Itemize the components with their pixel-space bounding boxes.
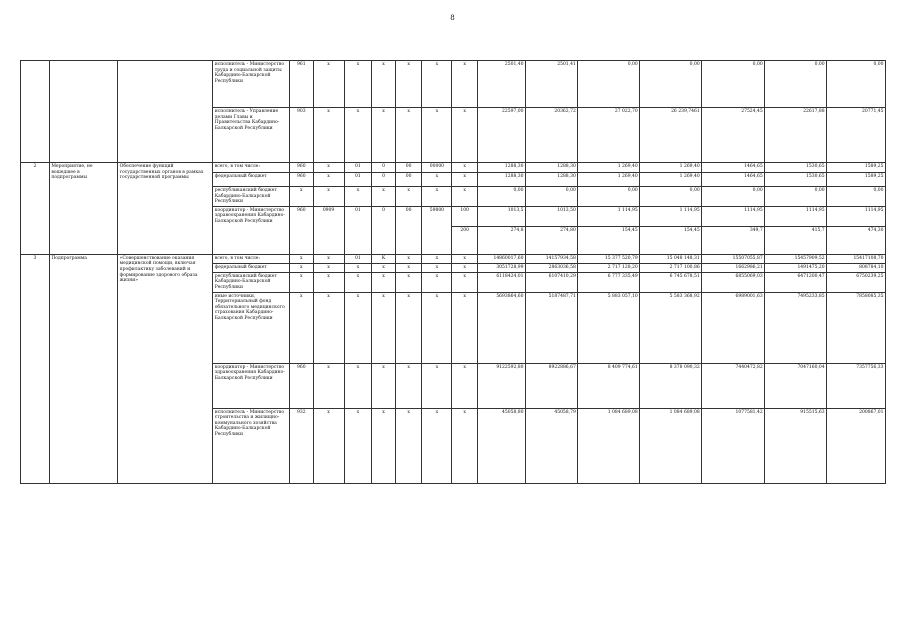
code-cell: 961 — [290, 61, 313, 108]
code-cell: x — [452, 292, 478, 363]
amount-cell: 1 084 689,08 — [578, 408, 640, 483]
code-cell: x — [422, 272, 452, 292]
code-cell: x — [372, 363, 395, 408]
code-cell: x — [422, 187, 452, 207]
amount-cell: 6750239,25 — [827, 272, 886, 292]
code-cell: 00 — [395, 206, 422, 254]
amount-cell: 1 114,95 — [578, 206, 640, 226]
amount-cell: 8 409 774,61 — [578, 363, 640, 408]
amount-cell: 0,00 — [477, 187, 525, 207]
code-cell: x — [452, 272, 478, 292]
source-cell: федеральный бюджет — [213, 263, 290, 272]
amount-cell: 22597,00 — [477, 108, 525, 163]
amount-cell: 0,00 — [526, 187, 578, 207]
amount-cell: 6855069,03 — [702, 272, 765, 292]
amount-cell: 1013,50 — [526, 206, 578, 226]
source-cell: республиканский бюджет Кабардино-Балкарской Республики — [213, 272, 290, 292]
code-cell: x — [290, 272, 313, 292]
code-cell: x — [395, 61, 422, 108]
amount-cell: 6989001,63 — [702, 292, 765, 363]
source-cell: всего, в том числе: — [213, 163, 290, 173]
amount-cell: 14860017,60 — [477, 254, 525, 263]
code-cell: x — [452, 263, 478, 272]
amount-cell: 1 269,40 — [640, 173, 702, 187]
code-cell: x — [313, 187, 344, 207]
amount-cell: 8922886,67 — [526, 363, 578, 408]
code-cell: К — [372, 254, 395, 263]
source-cell: исполнитель - Министерство строительства и жилищно-коммунального хозяйства Кабардино-Балкарской Республики — [213, 408, 290, 483]
code-cell: 903 — [290, 108, 313, 163]
source-cell: иные источники, Территориальный фонд обязательного медицинского страхования Кабардино-Балкарской Республики — [213, 292, 290, 363]
amount-cell: 6471200,47 — [765, 272, 827, 292]
amount-cell: 9122592,80 — [477, 363, 525, 408]
amount-cell: 0,00 — [827, 61, 886, 108]
code-cell: 932 — [290, 408, 313, 483]
amount-cell: 2501,41 — [526, 61, 578, 108]
code-cell: 01 — [344, 206, 372, 254]
amount-cell: 1288,30 — [526, 163, 578, 173]
amount-cell: 3051728,99 — [477, 263, 525, 272]
amount-cell: 1288,30 — [477, 163, 525, 173]
code-cell: x — [313, 173, 344, 187]
amount-cell: 22617,88 — [765, 108, 827, 163]
code-cell: x — [344, 272, 372, 292]
amount-cell: 1114,95 — [702, 206, 765, 226]
code-cell: 0909 — [313, 206, 344, 254]
amount-cell: 1530,65 — [765, 173, 827, 187]
amount-cell: 0,00 — [765, 187, 827, 207]
code-cell: x — [372, 108, 395, 163]
code-cell: 0 — [372, 163, 395, 173]
amount-cell: 2863036,58 — [526, 263, 578, 272]
code-cell: 01 — [344, 173, 372, 187]
amount-cell: 1 269,40 — [578, 163, 640, 173]
code-cell: x — [313, 254, 344, 263]
code-cell: x — [290, 263, 313, 272]
amount-cell: 15417108,70 — [827, 254, 886, 263]
amount-cell: 45058,79 — [526, 408, 578, 483]
code-cell: x — [344, 263, 372, 272]
code-cell: x — [344, 363, 372, 408]
amount-cell: 15507055,87 — [702, 254, 765, 263]
amount-cell: 1530,65 — [765, 163, 827, 173]
amount-cell: 8 378 090,32 — [640, 363, 702, 408]
amount-cell: 7047160,04 — [765, 363, 827, 408]
code-cell: x — [372, 61, 395, 108]
code-cell: 200 — [452, 226, 478, 254]
code-cell: x — [452, 61, 478, 108]
amount-cell: 6118424,01 — [477, 272, 525, 292]
code-cell: 100 — [452, 206, 478, 226]
code-cell: 960 — [290, 173, 313, 187]
code-cell: 00 — [395, 173, 422, 187]
amount-cell: 808784,10 — [827, 263, 886, 272]
table-row — [21, 163, 886, 173]
source-cell: координатор - Министерство здравоохранения Кабардино-Балкарской Республики — [213, 363, 290, 408]
amount-cell: 5693864,60 — [477, 292, 525, 363]
code-cell: x — [452, 163, 478, 173]
code-cell: x — [395, 263, 422, 272]
code-cell: x — [395, 408, 422, 483]
amount-cell: 2 717 100,86 — [640, 263, 702, 272]
amount-cell: 1491475,20 — [765, 263, 827, 272]
row-number-cell: 3 — [21, 254, 50, 483]
source-cell: исполнитель - Министерство труда и социальной защиты Кабардино-Балкарской Республики — [213, 61, 290, 108]
code-cell: x — [452, 254, 478, 263]
code-cell: x — [422, 408, 452, 483]
amount-cell: 1589,25 — [827, 173, 886, 187]
code-cell: 01 — [344, 254, 372, 263]
amount-cell: 1288,30 — [477, 173, 525, 187]
amount-cell: 27524,45 — [702, 108, 765, 163]
amount-cell: 0,00 — [702, 61, 765, 108]
code-cell: 00 — [395, 163, 422, 173]
amount-cell: 1662986,21 — [702, 263, 765, 272]
code-cell: x — [344, 61, 372, 108]
source-cell: координатор - Министерство здравоохранения Кабардино-Балкарской Республики — [213, 206, 290, 254]
code-cell: x — [395, 108, 422, 163]
amount-cell: 2 717 128,20 — [578, 263, 640, 272]
amount-cell: 154,45 — [640, 226, 702, 254]
row-kind-cell: Подпрограмма — [49, 254, 117, 483]
code-cell: x — [422, 363, 452, 408]
amount-cell: 15 377 520,79 — [578, 254, 640, 263]
code-cell: x — [422, 263, 452, 272]
amount-cell: 15 048 148,31 — [640, 254, 702, 263]
table-row — [21, 254, 886, 263]
amount-cell: 1288,30 — [526, 173, 578, 187]
code-cell: x — [422, 292, 452, 363]
amount-cell: 0,00 — [578, 187, 640, 207]
code-cell: x — [395, 187, 422, 207]
row-number-cell: 2 — [21, 163, 50, 255]
amount-cell: 1013,5 — [477, 206, 525, 226]
code-cell: x — [313, 408, 344, 483]
row-name-cell — [118, 61, 213, 163]
code-cell: x — [372, 263, 395, 272]
source-cell: федеральный бюджет — [213, 173, 290, 187]
amount-cell: 0,00 — [702, 187, 765, 207]
amount-cell: 2501,40 — [477, 61, 525, 108]
code-cell: x — [452, 408, 478, 483]
amount-cell: 349,7 — [702, 226, 765, 254]
amount-cell: 200867,01 — [827, 408, 886, 483]
amount-cell: 5187487,71 — [526, 292, 578, 363]
amount-cell: 7357756,33 — [827, 363, 886, 408]
code-cell: x — [372, 292, 395, 363]
row-kind-cell — [49, 61, 117, 163]
code-cell: 960 — [290, 163, 313, 173]
amount-cell: 915515,63 — [765, 408, 827, 483]
amount-cell: 20362,72 — [526, 108, 578, 163]
code-cell: x — [313, 272, 344, 292]
amount-cell: 1 114,95 — [640, 206, 702, 226]
amount-cell: 27 022,70 — [578, 108, 640, 163]
amount-cell: 274,80 — [526, 226, 578, 254]
code-cell: x — [452, 187, 478, 207]
code-cell: x — [395, 254, 422, 263]
code-cell: 59800 — [422, 206, 452, 254]
row-name-cell: «Совершенствование оказания медицинской помощи, включая профилактику заболеваний и формирование здорового образа жизни» — [118, 254, 213, 483]
code-cell: 01 — [344, 163, 372, 173]
code-cell: x — [372, 408, 395, 483]
row-name-cell: Обеспечение функций государственных органов в рамках государственной программы — [118, 163, 213, 255]
code-cell: x — [290, 254, 313, 263]
amount-cell: 6 745 678,51 — [640, 272, 702, 292]
amount-cell: 415,7 — [765, 226, 827, 254]
row-kind-cell: Мероприятие, не вошедшее в подпрограммы — [49, 163, 117, 255]
code-cell: x — [344, 187, 372, 207]
code-cell: x — [422, 61, 452, 108]
code-cell: 960 — [290, 206, 313, 254]
amount-cell: 1589,25 — [827, 163, 886, 173]
amount-cell: 5 883 057,10 — [578, 292, 640, 363]
row-number-cell — [21, 61, 50, 163]
code-cell: 0 — [372, 206, 395, 254]
amount-cell: 1464,65 — [702, 173, 765, 187]
code-cell: x — [313, 108, 344, 163]
code-cell: 00000 — [422, 163, 452, 173]
code-cell: x — [313, 163, 344, 173]
amount-cell: 1 269,40 — [578, 173, 640, 187]
code-cell: 960 — [290, 363, 313, 408]
code-cell: x — [344, 408, 372, 483]
code-cell: x — [313, 292, 344, 363]
budget-table — [20, 60, 886, 484]
code-cell: x — [452, 108, 478, 163]
source-cell: республиканский бюджет Кабардино-Балкарской Республики — [213, 187, 290, 207]
amount-cell: 15457909,52 — [765, 254, 827, 263]
page-number: 8 — [450, 14, 455, 22]
amount-cell: 274,8 — [477, 226, 525, 254]
amount-cell: 0,00 — [640, 61, 702, 108]
code-cell: x — [395, 363, 422, 408]
code-cell: x — [422, 108, 452, 163]
amount-cell: 6107410,29 — [526, 272, 578, 292]
code-cell: x — [422, 173, 452, 187]
amount-cell: 20771,45 — [827, 108, 886, 163]
amount-cell: 0,00 — [578, 61, 640, 108]
amount-cell: 45058,80 — [477, 408, 525, 483]
code-cell: x — [313, 363, 344, 408]
amount-cell: 0,00 — [765, 61, 827, 108]
amount-cell: 0,00 — [640, 187, 702, 207]
amount-cell: 7440472,82 — [702, 363, 765, 408]
amount-cell: 1 084 689,08 — [640, 408, 702, 483]
source-cell: исполнитель - Управление делами Главы и Правительства Кабардино-Балкарской Республики — [213, 108, 290, 163]
code-cell: x — [290, 187, 313, 207]
amount-cell: 6 777 335,49 — [578, 272, 640, 292]
code-cell: x — [372, 187, 395, 207]
code-cell: x — [313, 263, 344, 272]
amount-cell: 5 583 368,92 — [640, 292, 702, 363]
code-cell: x — [395, 292, 422, 363]
code-cell: x — [290, 292, 313, 363]
amount-cell: 1077581,42 — [702, 408, 765, 483]
code-cell: x — [372, 272, 395, 292]
code-cell: x — [344, 292, 372, 363]
amount-cell: 1 269,40 — [640, 163, 702, 173]
amount-cell: 0,00 — [827, 187, 886, 207]
amount-cell: 1464,65 — [702, 163, 765, 173]
amount-cell: 7495233,85 — [765, 292, 827, 363]
amount-cell: 7858085,35 — [827, 292, 886, 363]
source-cell: всего, в том числе: — [213, 254, 290, 263]
code-cell: x — [422, 254, 452, 263]
code-cell: x — [395, 272, 422, 292]
code-cell: x — [452, 363, 478, 408]
amount-cell: 474,30 — [827, 226, 886, 254]
amount-cell: 26 239,7461 — [640, 108, 702, 163]
amount-cell: 154,45 — [578, 226, 640, 254]
code-cell: x — [344, 108, 372, 163]
amount-cell: 14157934,58 — [526, 254, 578, 263]
amount-cell: 1114,95 — [827, 206, 886, 226]
table-row — [21, 61, 886, 108]
code-cell: 0 — [372, 173, 395, 187]
code-cell: x — [452, 173, 478, 187]
code-cell: x — [313, 61, 344, 108]
amount-cell: 1114,95 — [765, 206, 827, 226]
